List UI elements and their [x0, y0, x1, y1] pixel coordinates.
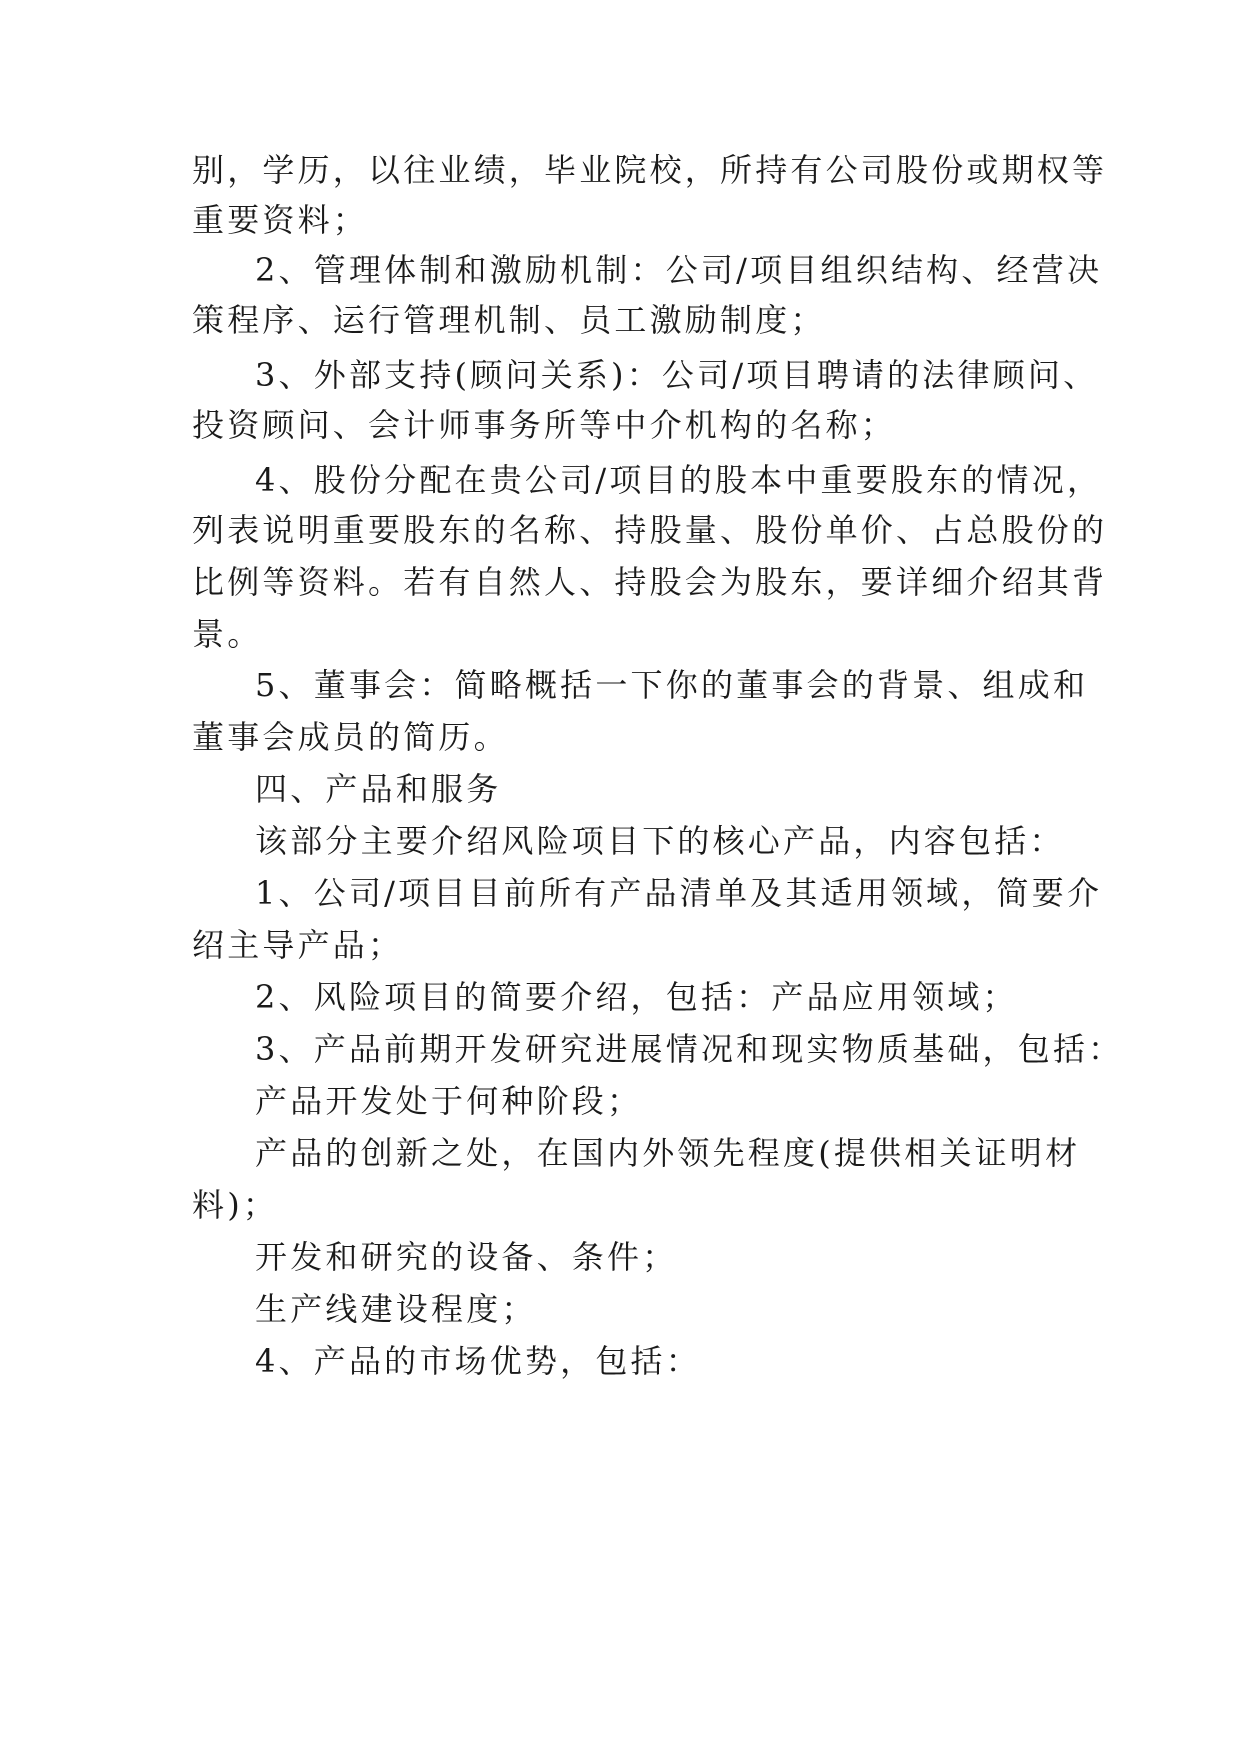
- text-line: 生产线建设程度；: [255, 1290, 537, 1328]
- text-line: 董事会成员的简历。: [192, 718, 509, 756]
- text-line: 策程序、运行管理机制、员工激励制度；: [192, 301, 826, 339]
- text-line: 该部分主要介绍风险项目下的核心产品，内容包括：: [255, 822, 1065, 860]
- text-line: 料)；: [192, 1186, 279, 1224]
- text-line: 景。: [192, 615, 263, 653]
- text-line: 重要资料；: [192, 201, 369, 239]
- text-line: 投资顾问、会计师事务所等中介机构的名称；: [192, 406, 897, 444]
- text-line: 3、外部支持(顾问关系)：公司/项目聘请的法律顾问、: [255, 356, 1099, 394]
- text-line: 绍主导产品；: [192, 926, 404, 964]
- section-heading: 四、产品和服务: [255, 770, 502, 808]
- text-line: 1、公司/项目目前所有产品清单及其适用领域，简要介: [255, 874, 1103, 912]
- text-line: 列表说明重要股东的名称、持股量、股份单价、占总股份的: [192, 511, 1108, 549]
- text-line: 4、产品的市场优势，包括：: [255, 1342, 701, 1380]
- text-line: 产品的创新之处，在国内外领先程度(提供相关证明材: [255, 1134, 1081, 1172]
- text-line: 比例等资料。若有自然人、持股会为股东，要详细介绍其背: [192, 563, 1108, 601]
- text-line: 产品开发处于何种阶段；: [255, 1082, 643, 1120]
- text-line: 开发和研究的设备、条件；: [255, 1238, 678, 1276]
- text-line: 2、风险项目的简要介绍，包括：产品应用领域；: [255, 978, 1018, 1016]
- text-line: 别，学历，以往业绩，毕业院校，所持有公司股份或期权等: [192, 151, 1108, 189]
- text-line: 4、股份分配在贵公司/项目的股本中重要股东的情况，: [255, 461, 1103, 499]
- text-line: 5、董事会：简略概括一下你的董事会的背景、组成和: [255, 666, 1089, 704]
- text-line: 3、产品前期开发研究进展情况和现实物质基础，包括：: [255, 1030, 1124, 1068]
- text-line: 2、管理体制和激励机制：公司/项目组织结构、经营决: [255, 251, 1103, 289]
